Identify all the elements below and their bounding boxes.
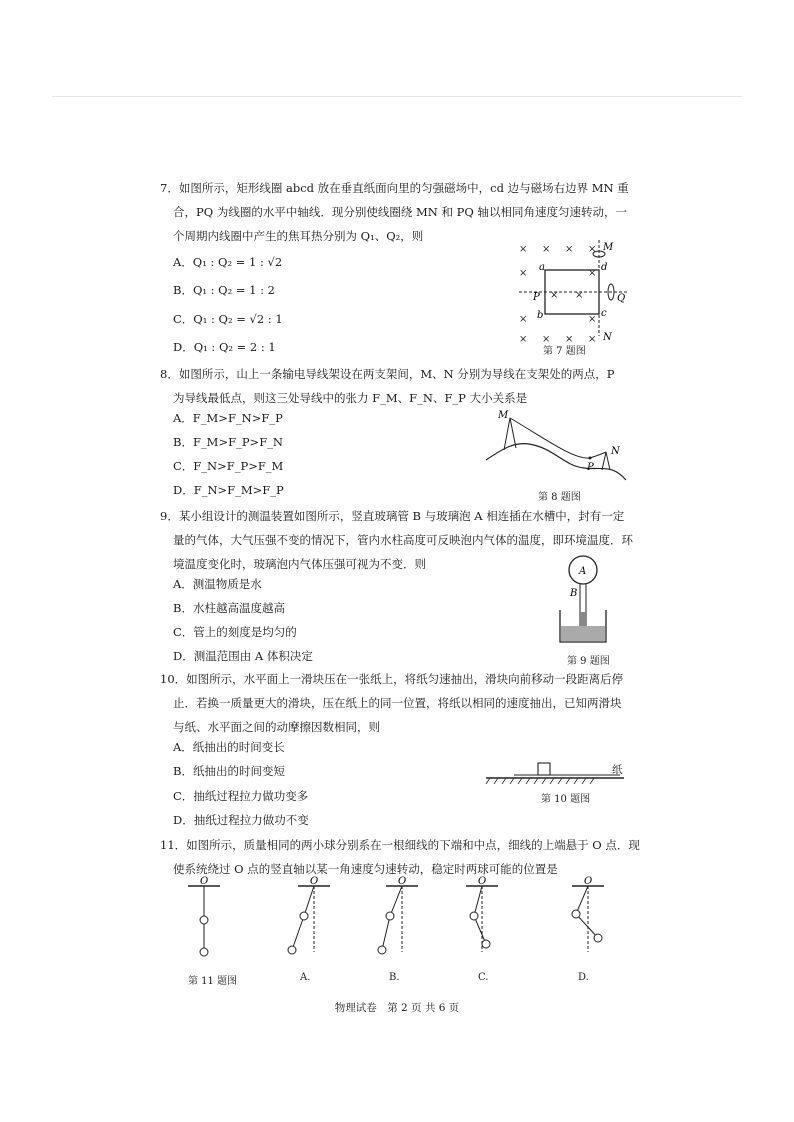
point-p xyxy=(589,457,592,460)
q10-line-3: 与纸、水平面之间的动摩擦因数相同，则 xyxy=(173,720,380,734)
label-b: b xyxy=(537,310,544,321)
svg-text:O: O xyxy=(398,876,407,887)
question-8 xyxy=(160,362,640,410)
svg-text:×: × xyxy=(542,244,551,255)
q7-option-d[interactable]: D．Q₁ : Q₂ = 2 : 1 xyxy=(173,340,276,354)
q9-option-c[interactable]: C．管上的刻度是均匀的 xyxy=(173,625,297,639)
q7-line-3: 个周期内线圈中产生的焦耳热分别为 Q₁、Q₂，则 xyxy=(173,229,424,243)
q7-option-a[interactable]: A．Q₁ : Q₂ = 1 : √2 xyxy=(173,255,283,269)
ground-hatching xyxy=(486,778,594,784)
svg-text:O: O xyxy=(310,876,319,887)
q9-figure xyxy=(552,552,614,650)
q8-line-1: 8．如图所示，山上一条输电导线架设在两支架间，M、N 分别为导线在支架处的两点，P xyxy=(160,367,615,381)
q11-choice-a[interactable]: A. xyxy=(300,972,311,983)
q10-line-2: 止．若换一质量更大的滑块，压在纸上的同一位置，将纸以相同的速度抽出，已知两滑块 xyxy=(173,696,622,710)
q10-figure xyxy=(484,758,629,788)
header-rule xyxy=(52,96,742,97)
q11-caption: 第 11 题图 xyxy=(188,976,238,987)
label-p: P xyxy=(587,462,594,473)
svg-text:×: × xyxy=(575,290,584,301)
svg-text:O: O xyxy=(478,876,487,887)
label-o-ref: O xyxy=(200,876,209,887)
q7-line-1: 7．如图所示，矩形线圈 abcd 放在垂直纸面向里的匀强磁场中，cd 边与磁场右边界 MN 重 xyxy=(160,181,629,195)
label-m: M xyxy=(498,410,509,421)
svg-text:×: × xyxy=(565,334,574,343)
svg-text:×: × xyxy=(519,244,528,255)
q11-choice-c[interactable]: C. xyxy=(478,972,489,983)
q11-line-1: 11．如图所示，质量相同的两小球分别系在一根细线的下端和中点，细线的上端悬于 O 点．现 xyxy=(160,838,640,852)
q8-option-d[interactable]: D．F_N>F_M>F_P xyxy=(173,483,284,497)
q8-option-c[interactable]: C．F_N>F_P>F_M xyxy=(173,459,284,473)
svg-text:×: × xyxy=(588,244,597,255)
slider-block xyxy=(538,763,550,775)
question-10 xyxy=(160,667,640,739)
q8-line-2: 为导线最低点，则这三处导线中的张力 F_M、F_N、F_P 大小关系是 xyxy=(173,391,528,405)
q9-option-d[interactable]: D．测温范围由 A 体积决定 xyxy=(173,649,313,663)
q8-figure xyxy=(484,408,629,488)
power-line xyxy=(510,418,606,458)
label-n: N xyxy=(603,332,612,343)
q9-option-a[interactable]: A．测温物质是水 xyxy=(173,577,262,591)
q7-figure xyxy=(515,238,635,343)
question-11 xyxy=(160,833,640,881)
q11-choice-b[interactable]: B. xyxy=(389,972,400,983)
q8-option-a[interactable]: A．F_M>F_N>F_P xyxy=(173,411,283,425)
svg-text:×: × xyxy=(588,314,597,325)
q11-line-2: 使系统绕过 O 点的竖直轴以某一角速度匀速转动，稳定时两球可能的位置是 xyxy=(173,862,558,876)
q9-line-3: 境温度变化时，玻璃泡内气体压强可视为不变．则 xyxy=(173,557,426,571)
q9-line-2: 量的气体，大气压强不变的情况下，管内水柱高度可反映泡内气体的温度，即环境温度．环 xyxy=(173,533,633,547)
tank-water xyxy=(561,626,605,641)
magnetic-field-crosses xyxy=(519,244,596,343)
q8-caption: 第 8 题图 xyxy=(538,492,581,503)
svg-text:×: × xyxy=(519,268,528,279)
label-a: A xyxy=(579,566,587,577)
label-b: B xyxy=(570,588,578,599)
svg-text:×: × xyxy=(588,334,597,343)
q10-caption: 第 10 题图 xyxy=(541,794,591,805)
q7-option-b[interactable]: B．Q₁ : Q₂ = 1 : 2 xyxy=(173,283,275,297)
label-n: N xyxy=(611,446,620,457)
label-q: Q xyxy=(617,293,626,304)
label-a: a xyxy=(539,262,545,273)
q7-line-2: 合，PQ 为线圈的水平中轴线．现分别使线圈绕 MN 和 PQ 轴以相同角速度匀速转动，一 xyxy=(173,205,627,219)
label-p: P xyxy=(533,292,540,303)
q10-line-1: 10．如图所示，水平面上一滑块压在一张纸上，将纸匀速抽出，滑块向前移动一段距离后停 xyxy=(160,672,624,686)
q11-figures xyxy=(180,876,620,958)
q9-option-b[interactable]: B．水柱越高温度越高 xyxy=(173,601,285,615)
q7-caption: 第 7 题图 xyxy=(543,346,586,357)
svg-text:×: × xyxy=(565,244,574,255)
q11-choice-d[interactable]: D. xyxy=(578,972,589,983)
page-footer: 物理试卷 第 2 页 共 6 页 xyxy=(334,1002,460,1014)
svg-text:×: × xyxy=(542,334,551,343)
svg-text:×: × xyxy=(519,314,528,325)
q10-option-d[interactable]: D．抽纸过程拉力做功不变 xyxy=(173,813,309,827)
q9-line-1: 9．某小组设计的测温装置如图所示，竖直玻璃管 B 与玻璃泡 A 相连插在水槽中，封有一定 xyxy=(160,509,625,523)
svg-text:×: × xyxy=(550,290,559,301)
label-m: M xyxy=(603,242,614,253)
svg-text:O: O xyxy=(584,876,593,887)
q10-option-a[interactable]: A．纸抽出的时间变长 xyxy=(173,740,285,754)
q8-option-b[interactable]: B．F_M>F_P>F_N xyxy=(173,435,283,449)
mountain-outline xyxy=(486,444,626,480)
q11-option-d-figure xyxy=(572,876,604,952)
q9-caption: 第 9 题图 xyxy=(567,656,610,667)
svg-text:×: × xyxy=(519,334,528,343)
q10-option-b[interactable]: B．纸抽出的时间变短 xyxy=(173,764,285,778)
q11-option-a-figure xyxy=(288,876,330,954)
q11-reference-figure xyxy=(188,876,220,956)
q11-option-c-figure xyxy=(466,876,498,952)
label-d: d xyxy=(601,262,608,273)
svg-text:×: × xyxy=(588,268,597,279)
label-c: c xyxy=(601,308,607,319)
q11-option-b-figure xyxy=(378,876,418,954)
q10-option-c[interactable]: C．抽纸过程拉力做功变多 xyxy=(173,789,309,803)
tower-n xyxy=(602,452,610,470)
paper-label: 纸 xyxy=(612,764,623,776)
q7-option-c[interactable]: C．Q₁ : Q₂ = √2 : 1 xyxy=(173,312,283,326)
